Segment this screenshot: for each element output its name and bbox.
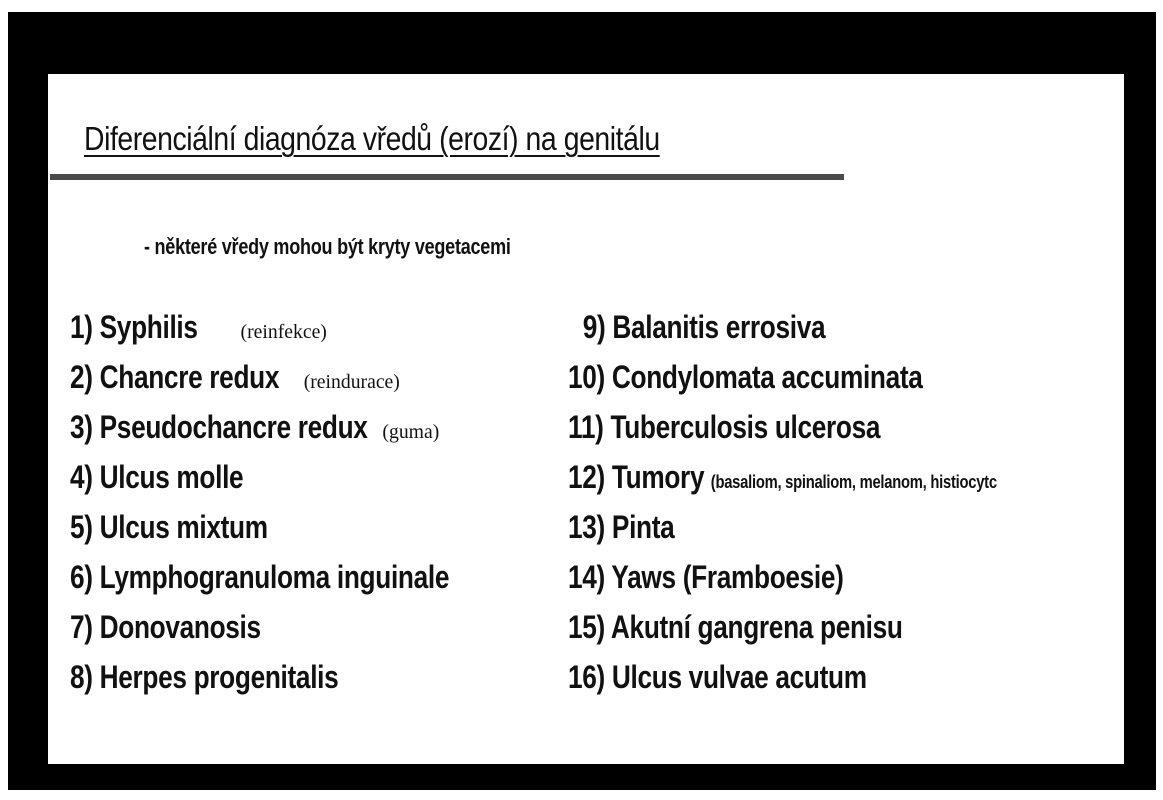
item-text: 16) Ulcus vulvae acutum <box>568 659 867 695</box>
item-note: (basaliom, spinaliom, melanom, histiocytc <box>710 472 997 492</box>
list-item <box>568 552 997 602</box>
list-item <box>70 352 449 402</box>
list-item <box>568 602 997 652</box>
item-note: (reindurace) <box>303 371 400 393</box>
list-item <box>568 652 997 702</box>
item-text: 2) Chancre redux <box>70 359 280 395</box>
list-item <box>568 352 997 402</box>
list-item <box>568 502 997 552</box>
list-item <box>70 502 449 552</box>
item-text: 10) Condylomata accuminata <box>568 359 923 395</box>
list-item <box>568 402 997 452</box>
slide-subtitle: - některé vředy mohou být kryty vegetacemi <box>144 234 511 259</box>
item-text: 5) Ulcus mixtum <box>70 509 268 545</box>
list-item <box>70 452 449 502</box>
list-item <box>70 602 449 652</box>
item-text: 7) Donovanosis <box>70 609 261 645</box>
item-text: 12) Tumory <box>568 459 705 495</box>
item-text: 3) Pseudochancre redux <box>70 409 368 445</box>
diagnosis-list-right <box>568 302 1091 702</box>
item-text: 13) Pinta <box>568 509 675 545</box>
slide-title: Diferenciální diagnóza vředů (erozí) na genitálu <box>84 120 660 157</box>
item-text: 6) Lymphogranuloma inguinale <box>70 559 450 595</box>
list-item <box>70 302 449 352</box>
slide <box>48 74 1124 764</box>
list-item <box>568 302 997 352</box>
item-text: 1) Syphilis <box>70 309 198 345</box>
item-text: 14) Yaws (Framboesie) <box>568 559 844 595</box>
list-item <box>70 402 449 452</box>
item-text: 9) Balanitis errosiva <box>582 309 826 345</box>
item-text: 8) Herpes progenitalis <box>70 659 339 695</box>
diagnosis-list-left <box>70 302 532 702</box>
item-text: 11) Tuberculosis ulcerosa <box>568 409 881 445</box>
slide-frame <box>8 12 1156 790</box>
item-text: 15) Akutní gangrena penisu <box>568 609 903 645</box>
list-item <box>568 452 997 502</box>
list-item <box>70 552 449 602</box>
item-text: 4) Ulcus molle <box>70 459 244 495</box>
title-underline-rule <box>50 174 844 180</box>
list-item <box>70 652 449 702</box>
item-note: (reinfekce) <box>240 321 327 343</box>
item-note: (guma) <box>382 421 440 443</box>
